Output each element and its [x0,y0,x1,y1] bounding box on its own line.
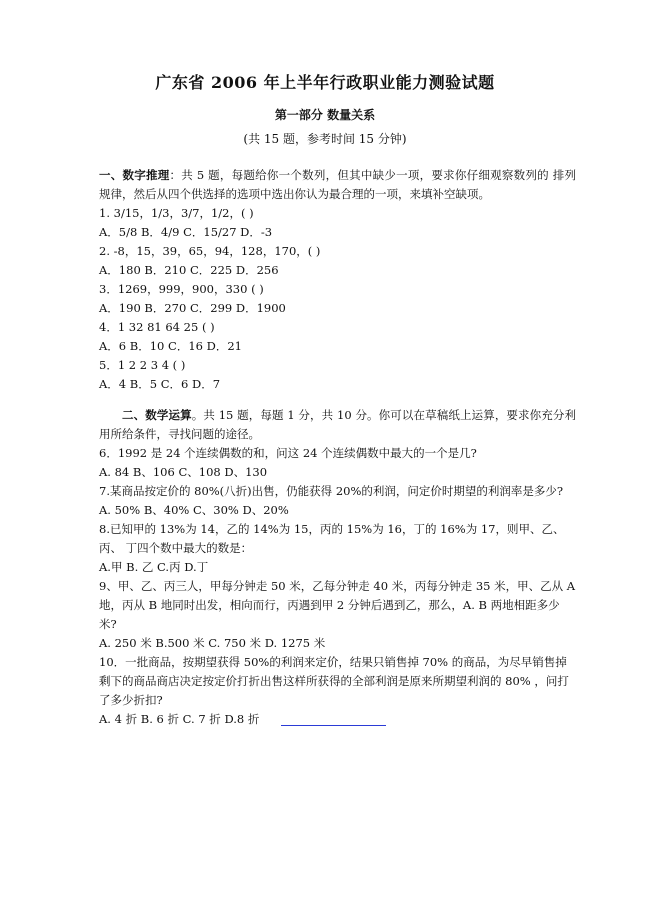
options-8: A.甲 B. 乙 C.丙 D.丁 [99,560,209,574]
options-10: A. 4 折 B. 6 折 C. 7 折 D.8 折 [99,712,260,726]
options-9: A. 250 米 B.500 米 C. 750 米 D. 1275 米 [99,636,326,650]
options-1: A．5/8 B．4/9 C．15/27 D．-3 [99,225,273,239]
question-9: 9、甲、乙、丙三人，甲每分钟走 50 米，乙每分钟走 40 米，丙每分钟走 35 米，甲、乙从 A 地，丙从 B 地同时出发，相向而行，丙遇到甲 2 分钟后遇到乙，那么，A. B 两地相距多少 米? [99,579,576,631]
options-7: A. 50% B、40% C、30% D、20% [99,503,289,517]
question-7: 7.某商品按定价的 80%(八折)出售，仍能获得 20%的利润，问定价时期望的利润率是多少? [99,484,564,498]
section2-intro [99,406,576,444]
question-8: 8.已知甲的 13%为 14，乙的 14%为 15，丙的 15%为 16，丁的 16%为 17，则甲、乙、丙、 丁四个数中最大的数是： [99,522,565,555]
section2-heading: 二、数学运算 [122,408,192,422]
options-4: A．6 B．10 C．16 D．21 [99,339,242,353]
question-10: 10．一批商品，按期望获得 50%的利润来定价，结果只销售掉 70% 的商品，为尽早销售掉剩下的商品商店决定按定价打折出售这样所获得的全部利润是原来所期望利润的 80% ，问打了多少折扣? [99,655,569,707]
options-3: A．190 B．270 C．299 D．1900 [99,301,286,315]
options-5: A．4 B．5 C．6 D．7 [99,377,221,391]
section2-intro-text: 。共 15 题，每题 1 分，共 10 分。你可以在草稿纸上运算，要求你充分利用所给条件，寻找问题的途径。 [99,408,577,441]
hyperlink-underline[interactable] [281,715,386,726]
page-title: 广东省 2006 年上半年行政职业能力测验试题 [155,73,495,92]
options-2: A．180 B．210 C．225 D．256 [99,263,279,277]
question-3: 3．1269，999，900，330 ( ) [99,282,264,296]
section-note: (共 15 题，参考时间 15 分钟) [243,132,407,146]
question-4: 4．1 32 81 64 25 ( ) [99,320,215,334]
options-6: A. 84 B、106 C、108 D、130 [99,465,268,479]
section-subtitle: 第一部分 数量关系 [274,108,376,122]
section1-heading: 一、数字推理 [99,168,170,182]
options-10-row [99,710,576,729]
question-1: 1. 3/15，1/3，3/7，1/2，( ) [99,206,254,220]
question-2: 2. -8，15，39，65，94，128，170，( ) [99,244,321,258]
section1-intro [99,166,576,204]
content [99,166,576,729]
section1-intro-text: ：共 5 题，每题给你一个数列，但其中缺少一项，要求你仔细观察数列的 排列规律，然后从四个供选择的选项中选出你认为最合理的一项，来填补空缺项。 [99,168,577,201]
question-6: 6．1992 是 24 个连续偶数的和，问这 24 个连续偶数中最大的一个是几? [99,446,477,460]
question-5: 5．1 2 2 3 4 ( ) [99,358,186,372]
